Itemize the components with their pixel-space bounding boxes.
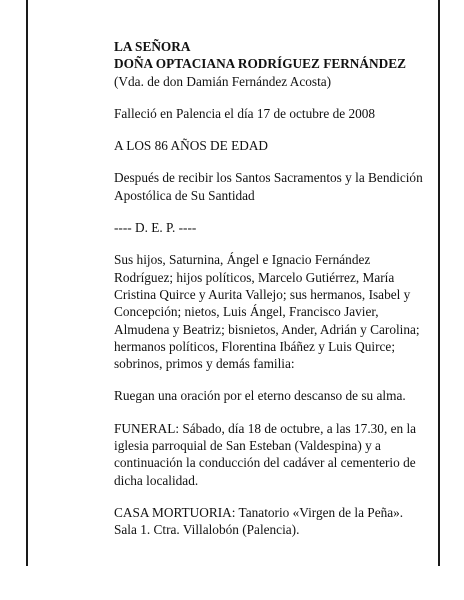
obituary-notice — [114, 38, 429, 539]
page-border-right — [438, 0, 440, 566]
rip-line: ---- D. E. P. ---- — [114, 220, 197, 236]
funeral-paragraph: FUNERAL: Sábado, día 18 de octubre, a las 17.30, en la iglesia parroquial de San Esteban (Valdespina) y a continuación la conducción del cadáver al cementerio de dicha localidad. — [114, 420, 417, 488]
widow-of-line: (Vda. de don Damián Fernández Acosta) — [114, 73, 332, 89]
deceased-name: DOÑA OPTACIANA RODRÍGUEZ FERNÁNDEZ — [114, 56, 406, 72]
death-statement: Falleció en Palencia el día 17 de octubre de 2008 — [114, 105, 376, 121]
mortuary-paragraph: CASA MORTUORIA: Tanatorio «Virgen de la Peña». Sala 1. Ctra. Villalobón (Palencia). — [114, 504, 404, 538]
page-border-left — [26, 0, 28, 566]
honorific: LA SEÑORA — [114, 39, 191, 54]
age-line: A LOS 86 AÑOS DE EDAD — [114, 138, 269, 154]
prayer-line: Ruegan una oración por el eterno descanso de su alma. — [114, 388, 406, 404]
sacraments-paragraph: Después de recibir los Santos Sacramentos y la Bendición Apostólica de Su Santidad — [114, 170, 423, 203]
family-paragraph: Sus hijos, Saturnina, Ángel e Ignacio Fernández Rodríguez; hijos políticos, Marcelo Gutiérrez, María Cristina Quirce y Aurita Vallejo; sus hermanos, Isabel y Concepción; nietos, Luis Ángel, Francisco Javier, Almudena y Beatriz; bisnietos, Ander, Adrián y Carolina; hermanos políticos, Florentina Ibáñez y Luis Quirce; sobrinos, primos y demás familia: — [114, 252, 420, 372]
